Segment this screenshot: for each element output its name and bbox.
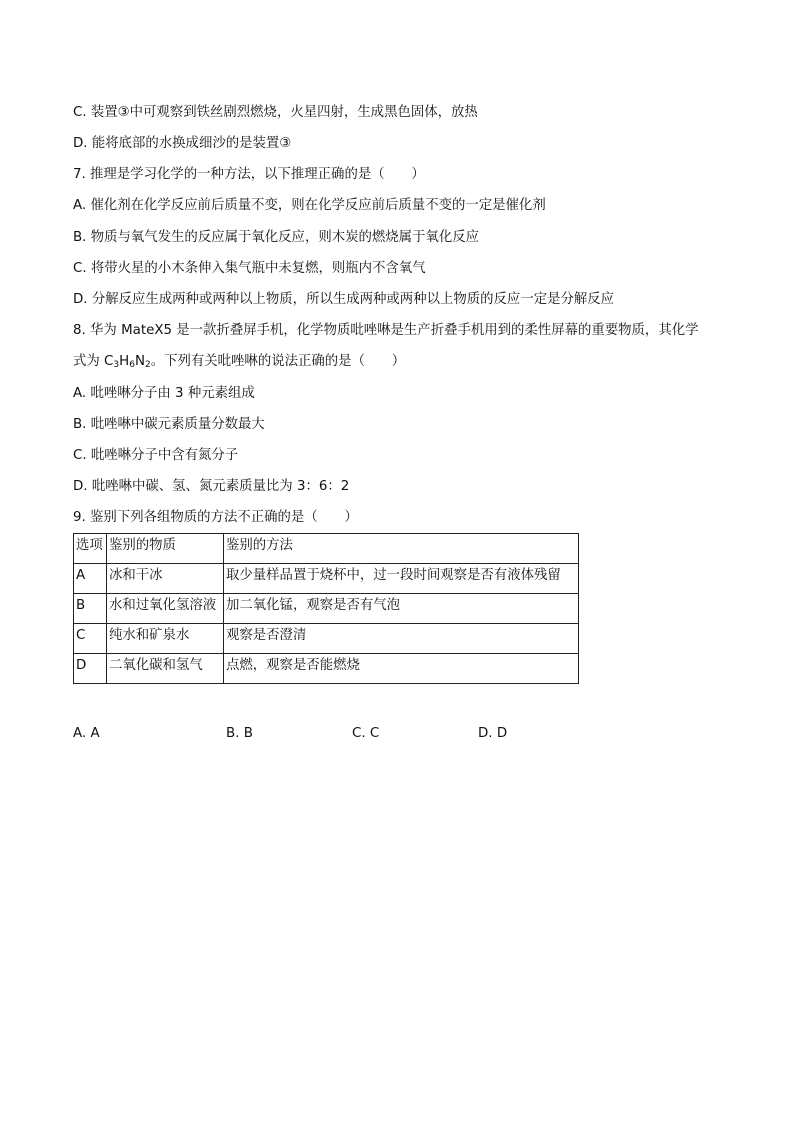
q8-hydrogen: H xyxy=(119,354,130,369)
q8-sub-h: 6 xyxy=(129,360,135,370)
q8-sub-c: 3 xyxy=(113,360,120,370)
table-cell: 纯水和矿泉水 xyxy=(107,624,224,654)
q8-nitrogen: N xyxy=(134,354,145,369)
q7-stem: 7. 推理是学习化学的一种方法，以下推理正确的是（ ） xyxy=(73,167,425,182)
table-cell: D xyxy=(74,654,107,684)
q8-stem-line2 xyxy=(73,353,405,371)
q9-stem: 9. 鉴别下列各组物质的方法不正确的是（ ） xyxy=(73,510,358,525)
table-row xyxy=(74,594,579,624)
table-row xyxy=(74,654,579,684)
table-cell: 水和过氧化氢溶液 xyxy=(107,594,224,624)
table-header-cell: 鉴别的物质 xyxy=(107,534,224,564)
table-header-cell: 选项 xyxy=(74,534,107,564)
q8-option-a: A. 吡唑啉分子由 3 种元素组成 xyxy=(73,386,255,401)
q8-text-prefix: 式为 C xyxy=(73,354,114,369)
q9-table xyxy=(73,533,579,684)
table-header-row xyxy=(74,534,579,564)
table-cell: C xyxy=(74,624,107,654)
table-cell: 二氧化碳和氢气 xyxy=(107,654,224,684)
q8-sub-n: 2 xyxy=(144,360,151,370)
q6-option-c: C. 装置③中可观察到铁丝剧烈燃烧，火星四射，生成黑色固体，放热 xyxy=(73,105,478,120)
q9-choice-b: B. B xyxy=(226,726,253,741)
table-row xyxy=(74,624,579,654)
q8-stem-line1: 8. 华为 MateX5 是一款折叠屏手机，化学物质吡唑啉是生产折叠手机用到的柔性屏幕的重要物质，其化学 xyxy=(73,323,699,338)
table-cell: A xyxy=(74,564,107,594)
q7-option-a: A. 催化剂在化学反应前后质量不变，则在化学反应前后质量不变的一定是催化剂 xyxy=(73,198,546,213)
table-cell: 观察是否澄清 xyxy=(224,624,579,654)
q7-option-b: B. 物质与氧气发生的反应属于氧化反应，则木炭的燃烧属于氧化反应 xyxy=(73,230,480,245)
table-cell: 加二氧化锰，观察是否有气泡 xyxy=(224,594,579,624)
table-cell: 取少量样品置于烧杯中，过一段时间观察是否有液体残留 xyxy=(224,564,579,594)
q7-option-d: D. 分解反应生成两种或两种以上物质，所以生成两种或两种以上物质的反应一定是分解反应 xyxy=(73,292,615,307)
q8-option-b: B. 吡唑啉中碳元素质量分数最大 xyxy=(73,417,265,432)
q9-choice-a: A. A xyxy=(73,726,100,741)
table-header-cell: 鉴别的方法 xyxy=(224,534,579,564)
table-row xyxy=(74,564,579,594)
q7-option-c: C. 将带火星的小木条伸入集气瓶中未复燃，则瓶内不含氧气 xyxy=(73,261,426,276)
table-cell: B xyxy=(74,594,107,624)
table-cell: 冰和干冰 xyxy=(107,564,224,594)
table-cell: 点燃，观察是否能燃烧 xyxy=(224,654,579,684)
q9-choice-d: D. D xyxy=(478,726,508,741)
q8-text-suffix: 。下列有关吡唑啉的说法正确的是（ ） xyxy=(150,354,406,369)
q8-option-d: D. 吡唑啉中碳、氢、氮元素质量比为 3：6：2 xyxy=(73,479,350,494)
q9-choice-c: C. C xyxy=(352,726,380,741)
q8-option-c: C. 吡唑啉分子中含有氮分子 xyxy=(73,448,239,463)
q6-option-d: D. 能将底部的水换成细沙的是装置③ xyxy=(73,136,292,151)
